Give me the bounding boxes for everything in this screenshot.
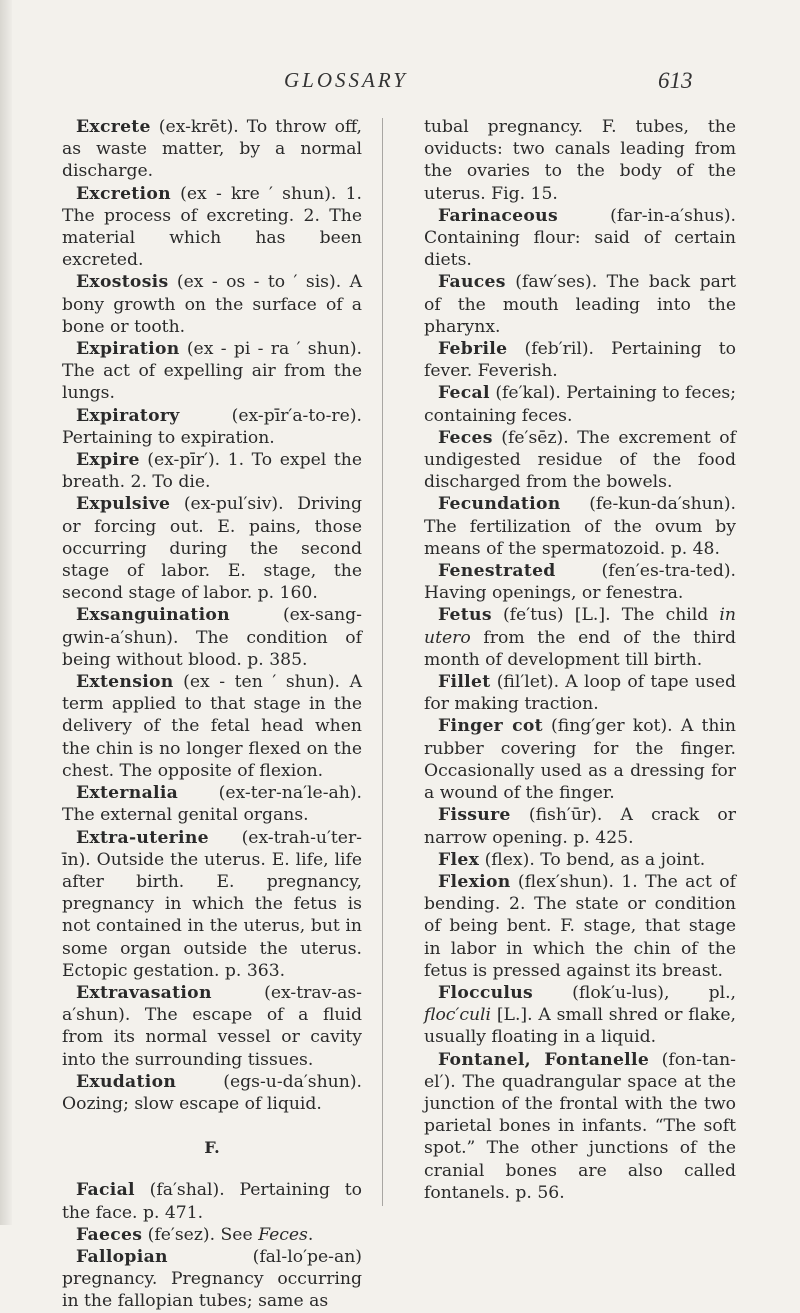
headword: Fauces (438, 272, 506, 293)
glossary-entry (424, 205, 736, 272)
headword: Facial (76, 1180, 135, 1201)
right-column (424, 116, 736, 1204)
definition-text: (ex-sang-gwin-a′shun). The condition of being without blood. p. 385. (62, 605, 362, 670)
definition-text: (fe′tus) [L.]. The child (491, 605, 720, 626)
definition-text: [L.]. A small shred or flake, usually floating in a liquid. (424, 1005, 736, 1048)
headword: Extra-uterine (76, 827, 209, 848)
headword: Flexion (438, 871, 511, 892)
definition-text: (flex′shun). 1. The act of bending. 2. The state or condition of being bent. F. stage, that stage in labor in which the chin of the fetus is pressed against its breast. (424, 871, 736, 981)
glossary-entry (424, 493, 736, 560)
definition-text: tubal pregnancy. F. tubes, the oviducts: two canals leading from the ovaries to the body of the uterus. Fig. 15. (424, 117, 736, 204)
headword: Flocculus (438, 982, 534, 1003)
definition-text: (flok′u-lus), pl., (533, 982, 736, 1003)
definition-text: (ex - pi - ra ′ shun). The act of expelling air from the lungs. (62, 339, 362, 404)
headword: Extension (76, 672, 174, 693)
glossary-entry (62, 1246, 362, 1313)
headword: Exsanguination (76, 605, 230, 626)
glossary-entry (424, 671, 736, 715)
glossary-entry (62, 338, 362, 405)
headword: Fontanel, Fontanelle (438, 1049, 650, 1070)
glossary-entry (424, 1049, 736, 1204)
italic-term: Feces (258, 1224, 308, 1245)
glossary-entry (62, 1071, 362, 1115)
definition-text: (ex-pul′siv). Driving or forcing out. E. pains, those occurring during the second stage of labor. E. stage, the second stage of labor. p. 160. (62, 494, 362, 604)
definition-text: (fe′kal). Pertaining to feces; containing feces. (424, 383, 736, 426)
headword: Fecal (438, 383, 490, 404)
definition-text: (far-in-a′shus). Containing flour: said of certain diets. (424, 205, 736, 271)
glossary-entry (62, 782, 362, 826)
glossary-entry (424, 271, 736, 338)
headword: Fillet (438, 672, 491, 693)
page-number: 613 (658, 68, 693, 93)
glossary-entry (62, 671, 362, 782)
definition-text: (fon-tan-el′). The quadrangular space at the junction of the frontal with the two parietal bones in infants. “The soft spot.” The other junctions of the cranial bones are also called fontanels. p. 56. (424, 1049, 736, 1203)
definition-text: (ex - ten ′ shun). A term applied to that stage in the delivery of the fetal head when the chin is no longer flexed on the chest. The opposite of flexion. (62, 672, 362, 781)
glossary-entry (424, 804, 736, 848)
headword: Expulsive (76, 494, 171, 515)
glossary-entry (62, 183, 362, 272)
headword: Finger cot (438, 716, 543, 737)
italic-term: in utero (424, 605, 736, 648)
definition-text: (fe′sēz). The excrement of undigested residue of the food discharged from the bowels. (424, 427, 736, 493)
definition-text: (ex-pīr′a-to-re). Pertaining to expiration. (62, 405, 362, 448)
page-edge (0, 0, 12, 1225)
glossary-entry (62, 604, 362, 671)
headword: Fetus (438, 605, 492, 626)
definition-text: (ex-pīr′). 1. To expel the breath. 2. To die. (62, 450, 362, 493)
glossary-entry (62, 116, 362, 183)
headword: Expiration (76, 339, 180, 360)
running-title: GLOSSARY (284, 68, 408, 92)
headword: Fissure (438, 805, 511, 826)
headword: Excretion (76, 183, 171, 204)
headword: Fallopian (76, 1246, 168, 1267)
italic-term: floc′culi (424, 1005, 492, 1026)
glossary-entry (424, 871, 736, 982)
glossary-entry (424, 116, 736, 205)
glossary-entry (424, 849, 736, 871)
headword: Farinaceous (438, 205, 558, 226)
definition-text: (fe-kun-da′shun). The fertilization of the ovum by means of the spermatozoid. p. 48. (424, 494, 736, 559)
headword: Exostosis (76, 272, 169, 293)
glossary-entry (424, 382, 736, 426)
definition-text: (fil′let). A loop of tape used for making traction. (424, 672, 736, 715)
definition-text: (fe′sez). See (142, 1224, 259, 1245)
headword: Expire (76, 450, 140, 471)
glossary-entry (424, 338, 736, 382)
headword: Expiratory (76, 405, 180, 426)
definition-text: (feb′ril). Pertaining to fever. Feverish. (424, 339, 736, 382)
headword: Fenestrated (438, 561, 556, 582)
definition-text: (fish′ūr). A crack or narrow opening. p. 425. (424, 805, 736, 848)
headword: Excrete (76, 117, 151, 137)
glossary-entry (62, 493, 362, 604)
glossary-entry (424, 604, 736, 671)
glossary-entry (424, 427, 736, 494)
definition-text: (ex-krēt). To throw off, as waste matter, by a normal discharge. (62, 117, 362, 182)
definition-text: (ex - kre ′ shun). 1. The process of excreting. 2. The material which has been excreted. (62, 183, 362, 271)
column-divider (382, 118, 383, 1206)
headword: Fecundation (438, 494, 561, 515)
glossary-entry (62, 449, 362, 493)
glossary-entry (62, 271, 362, 338)
glossary-entry (62, 982, 362, 1071)
definition-text: (fal-lo′pe-an) pregnancy. Pregnancy occurring in the fallopian tubes; same as (62, 1246, 362, 1312)
headword: Extravasation (76, 982, 212, 1003)
definition-text: (fen′es-tra-ted). Having openings, or fenestra. (424, 561, 736, 604)
definition-text: from the end of the third month of development till birth. (424, 627, 736, 670)
definition-text: (ex-trav-as-a′shun). The escape of a fluid from its normal vessel or cavity into the surrounding tissues. (62, 982, 362, 1070)
definition-text: (faw′ses). The back part of the mouth leading into the pharynx. (424, 272, 736, 337)
glossary-entry (62, 405, 362, 449)
section-letter: F. (204, 1138, 220, 1158)
left-column (62, 116, 362, 1313)
definition-text: (ex - os - to ′ sis). A bony growth on the surface of a bone or tooth. (62, 272, 362, 337)
glossary-entry (62, 827, 362, 982)
definition-text: (ex-trah-u′ter-īn). Outside the uterus. E. life, life after birth. E. pregnancy, pregnancy in which the fetus is not contained in the uterus, but in some organ outside the uterus. Ectopic gestation. p. 363. (62, 827, 362, 981)
headword: Faeces (76, 1224, 143, 1245)
page-header (0, 68, 800, 98)
glossary-entry (62, 1224, 362, 1246)
glossary-entry (424, 715, 736, 804)
headword: Feces (438, 427, 493, 448)
definition-text: (ex-ter-na′le-ah). The external genital organs. (62, 783, 362, 826)
definition-text: . (307, 1224, 314, 1245)
glossary-entry (424, 982, 736, 1049)
definition-text: (egs-u-da′shun). Oozing; slow escape of liquid. (62, 1071, 362, 1114)
headword: Exudation (76, 1071, 177, 1092)
headword: Externalia (76, 783, 179, 804)
headword: Febrile (438, 339, 508, 360)
glossary-entry (424, 560, 736, 604)
definition-text: (flex). To bend, as a joint. (479, 849, 706, 870)
definition-text: (fing′ger kot). A thin rubber covering for the finger. Occasionally used as a dressing for a wound of the finger. (424, 716, 736, 804)
headword: Flex (438, 849, 480, 870)
definition-text: (fa′shal). Pertaining to the face. p. 471. (62, 1180, 362, 1223)
glossary-entry (62, 1179, 362, 1223)
